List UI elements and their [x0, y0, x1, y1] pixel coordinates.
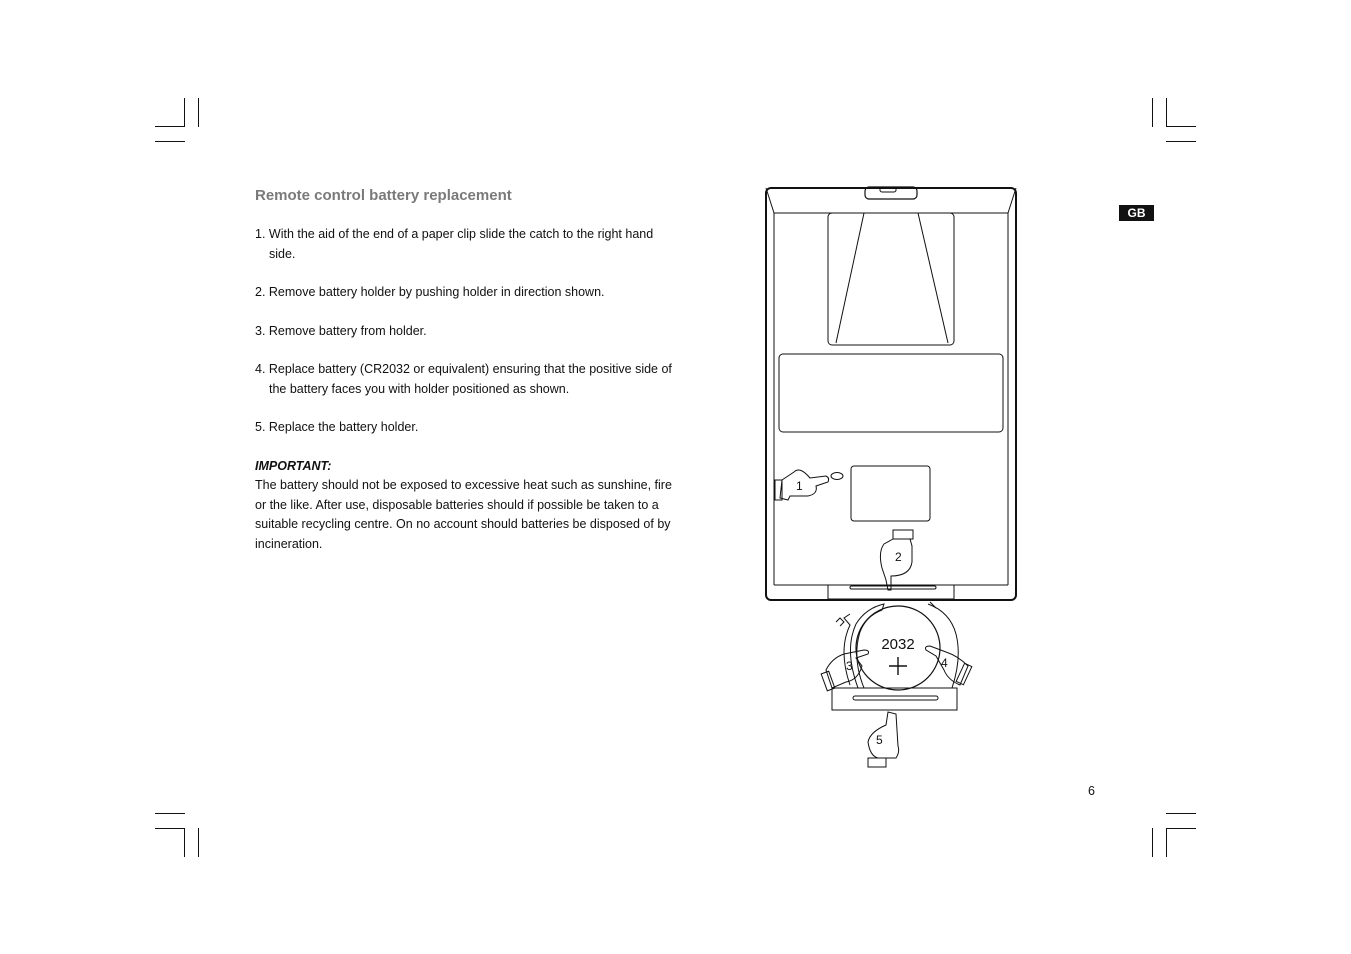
callout-3: 3 [846, 659, 853, 673]
important-text: The battery should not be exposed to excessive heat such as sunshine, fire or the like. After use, disposable batteries should if possible be taken to a suitable recycling centre. On no account should batteries be disposed of by incineration. [255, 478, 672, 551]
crop-mark [1152, 98, 1153, 127]
upper-panel [828, 213, 954, 345]
crop-mark [155, 828, 185, 829]
crop-mark [198, 828, 199, 857]
step-5: 5. Replace the battery holder. [255, 420, 419, 434]
crop-mark [155, 141, 185, 142]
crop-mark [198, 98, 199, 127]
hand-pointer-icon [775, 470, 843, 500]
step-2: 2. Remove battery holder by pushing holder in direction shown. [255, 285, 605, 299]
step-3: 3. Remove battery from holder. [255, 323, 427, 338]
crop-mark [1166, 141, 1196, 142]
remote-control-illustration [760, 180, 1030, 780]
step-4: 4. Replace battery (CR2032 or equivalent) ensuring that the positive side of the battery faces you with holder positioned as shown. [255, 362, 672, 396]
crop-mark [155, 813, 185, 814]
battery-compartment [851, 466, 930, 521]
crop-mark [155, 126, 185, 127]
callout-4: 4 [941, 656, 948, 670]
battery-label: 2032 [881, 636, 915, 653]
crop-mark [1166, 813, 1196, 814]
crop-mark [1166, 828, 1196, 829]
crop-mark [184, 828, 185, 857]
page-number: 6 [1088, 784, 1095, 798]
hand-pointer-icon [821, 650, 868, 691]
callout-1: 1 [796, 479, 803, 493]
crop-mark [1166, 828, 1167, 857]
hand-pointer-icon [868, 712, 899, 767]
callout-2: 2 [895, 550, 902, 564]
language-badge: GB [1119, 205, 1154, 221]
crop-mark [1152, 828, 1153, 857]
remote-body [766, 188, 1016, 600]
crop-mark [1166, 126, 1196, 127]
crop-mark [184, 98, 185, 127]
callout-5: 5 [876, 733, 883, 747]
display-window [779, 354, 1003, 432]
important-label: IMPORTANT: [255, 458, 332, 473]
instructions [255, 186, 675, 554]
crop-mark [1166, 98, 1167, 127]
section-title: Remote control battery replacement [255, 187, 512, 204]
hand-pointer-icon [926, 646, 972, 685]
step-1: 1. With the aid of the end of a paper clip slide the catch to the right hand side. [255, 227, 654, 261]
